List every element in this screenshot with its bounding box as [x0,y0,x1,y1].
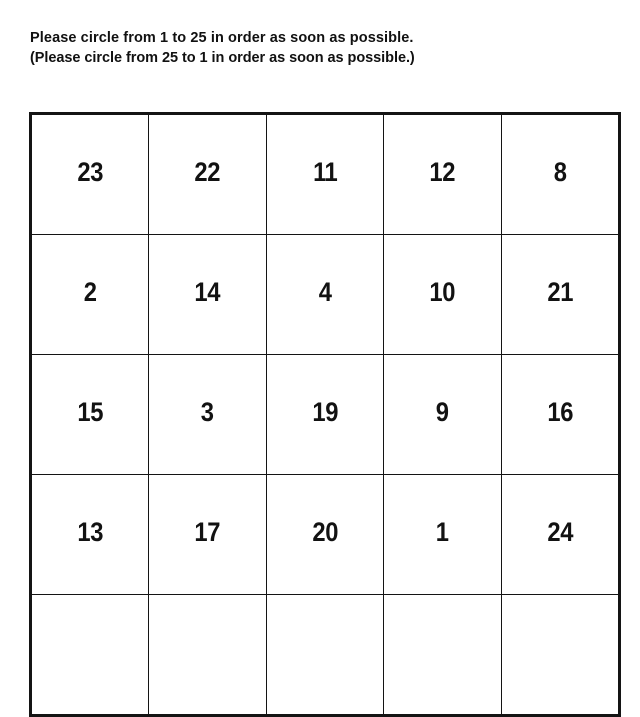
grid-cell[interactable] [501,595,619,716]
cell-number: 17 [194,517,221,547]
cell-number: 15 [77,397,103,427]
grid-cell[interactable] [31,114,149,235]
table-row-clipped [31,595,620,716]
cell-number: 13 [77,517,103,547]
grid-cell[interactable] [31,355,149,475]
grid-cell[interactable] [501,235,619,355]
grid-cell[interactable] [149,235,266,355]
cell-number: 12 [429,157,456,187]
cell-number: 11 [312,157,338,187]
grid-cell[interactable] [501,114,619,235]
table-row [31,235,620,355]
cell-number: 21 [546,277,573,307]
cell-number: 1 [435,517,449,547]
cell-number: 23 [77,157,103,187]
cell-number: 2 [83,277,97,307]
cell-number: 16 [546,397,573,427]
cell-number: 10 [429,277,456,307]
grid-cell[interactable] [501,475,619,595]
grid-cell[interactable] [149,355,266,475]
number-grid-body [31,114,620,716]
cell-number: 4 [318,277,332,307]
grid-cell[interactable] [266,475,383,595]
number-grid-container [29,112,611,717]
grid-cell[interactable] [266,235,383,355]
cell-number: 22 [194,157,221,187]
grid-cell[interactable] [149,595,266,716]
instruction-line-primary: Please circle from 1 to 25 in order as soon as possible. [30,30,414,46]
grid-cell[interactable] [384,355,501,475]
grid-cell[interactable] [384,595,501,716]
instruction-line-secondary: (Please circle from 25 to 1 in order as soon as possible.) [30,50,415,66]
grid-cell[interactable] [384,235,501,355]
grid-cell[interactable] [384,475,501,595]
table-row [31,355,620,475]
table-row [31,475,620,595]
grid-cell[interactable] [266,595,383,716]
grid-cell[interactable] [31,235,149,355]
grid-cell[interactable] [149,114,266,235]
cell-number: 19 [312,397,338,427]
cell-number: 20 [312,517,338,547]
grid-cell[interactable] [266,114,383,235]
cell-number: 24 [546,517,573,547]
cell-number: 8 [553,157,567,187]
table-row [31,114,620,235]
cell-number: 14 [194,277,221,307]
grid-cell[interactable] [266,355,383,475]
grid-cell[interactable] [31,595,149,716]
grid-cell[interactable] [31,475,149,595]
grid-cell[interactable] [501,355,619,475]
grid-cell[interactable] [149,475,266,595]
number-grid [29,112,621,717]
cell-number: 9 [435,397,449,427]
instructions-block [30,28,610,68]
grid-cell[interactable] [384,114,501,235]
cell-number: 3 [201,397,214,427]
